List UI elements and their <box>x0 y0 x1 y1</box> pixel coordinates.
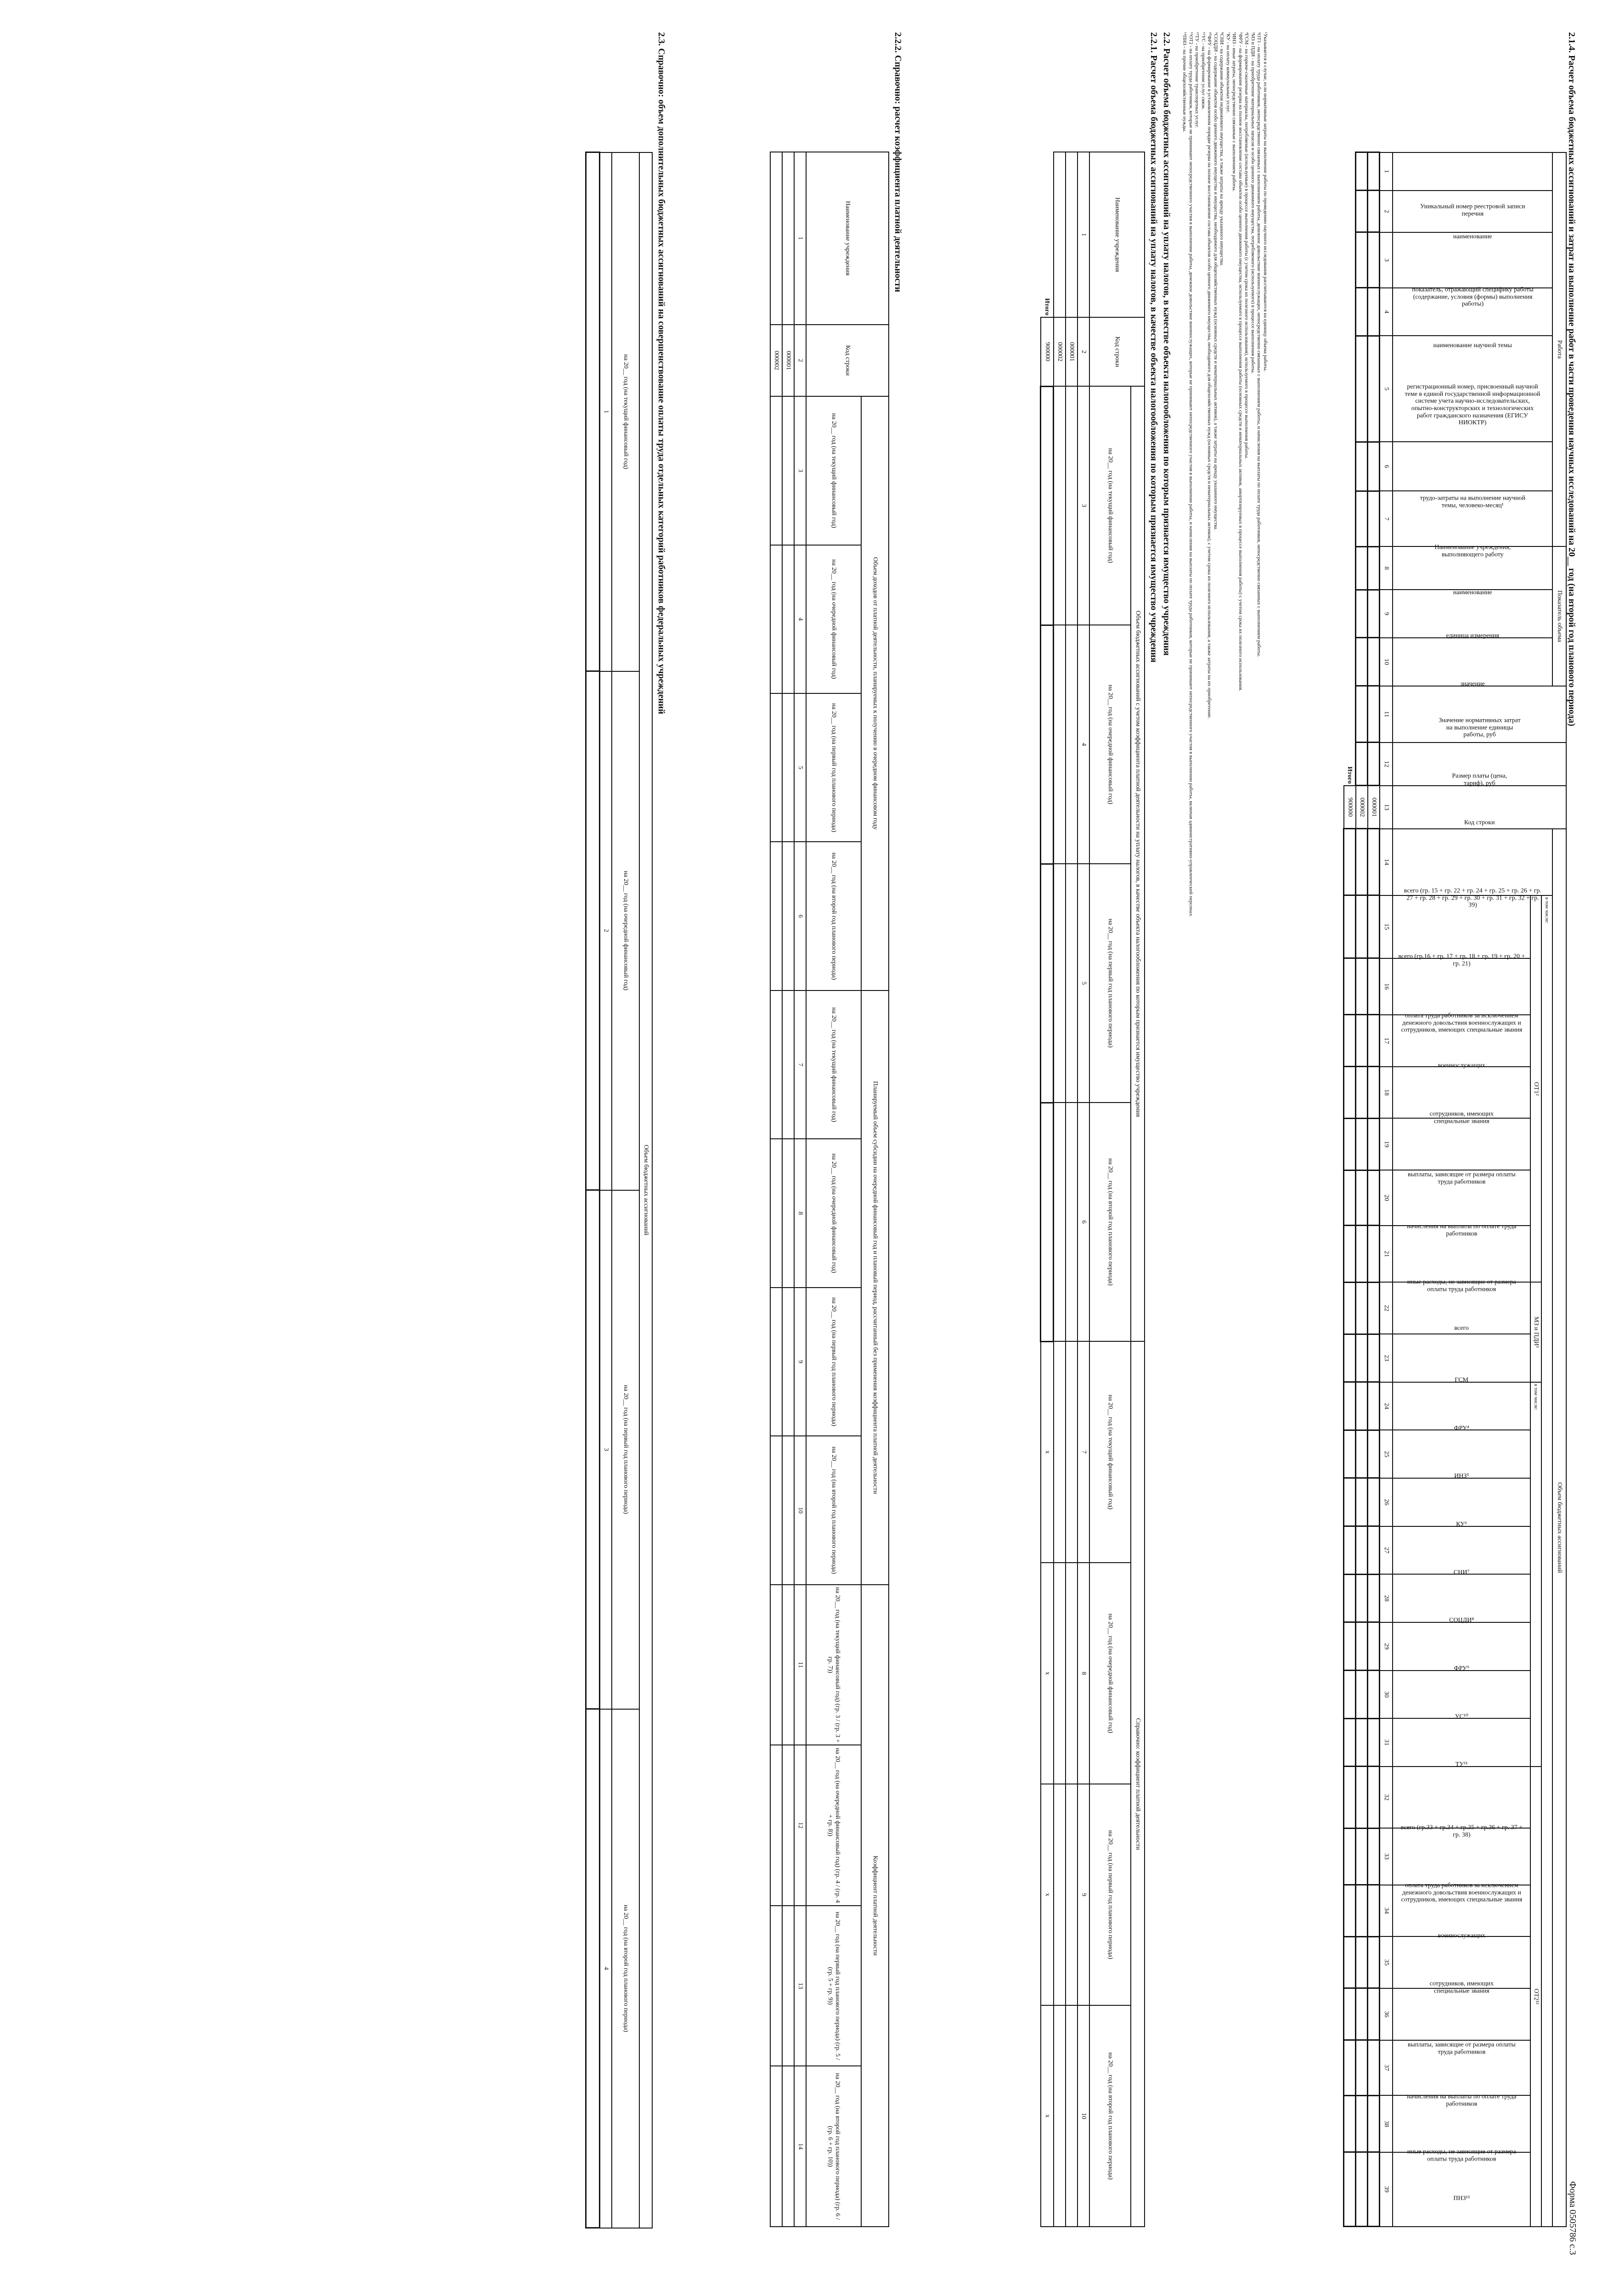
total-code: 900000 <box>1344 786 1356 829</box>
col-num: 14 <box>1380 829 1393 895</box>
row-code: 000001 <box>1066 317 1078 386</box>
footnote: ¹¹УС - на приобретение услуг связи. <box>1201 32 1206 110</box>
col-h14: всего (гр. 15 + гр. 22 + гр. 24 + гр. 25 + гр. 26 + гр. 27 + гр. 28 + гр. 29 + гр. 30 + гр. 31 + гр. 32 + гр. 39) <box>1404 887 1541 909</box>
col-num: 16 <box>1380 958 1393 1015</box>
col-num: 19 <box>1380 1118 1393 1170</box>
grp-tax: Объем бюджетных ассигнований с учетом коэффициента платной деятельности на уплату налогов, в качестве объекта налогообложения по которым признается имущество учреждения <box>1131 386 1145 1341</box>
column-number-row <box>794 152 806 2227</box>
col-num: 17 <box>1380 1015 1393 1067</box>
col-num: 18 <box>1380 1067 1393 1119</box>
section-2-1-4-title: 2.1.4. Расчет объема бюджетных ассигнований и затрат на выполнение работ в части проведения научных исследований на 20__ год (на второй год планового периода) <box>1567 32 1577 726</box>
col-h16: оплата труда работников за исключением денежного довольствия военнослужащих и сотрудников, имеющих специальные звания <box>1401 1012 1522 1034</box>
x-mark: х <box>1041 2005 1054 2227</box>
col-num: 29 <box>1380 1622 1393 1671</box>
col-num: 6 <box>1380 442 1393 491</box>
col-num: 6 <box>794 842 806 990</box>
col-num: 7 <box>794 990 806 1139</box>
col-num: 4 <box>600 1709 612 2228</box>
table-row <box>1356 152 1368 2227</box>
col-h8: наименование <box>1453 589 1492 597</box>
grp-ref: Справочно: коэффициент платной деятельности <box>1131 1341 1145 2227</box>
col-year: на 20__ год (на текущий финансовый год) <box>806 396 861 545</box>
col-year: на 20__ год (на второй год планового периода) <box>612 1709 639 2228</box>
col-num: 11 <box>794 1585 806 1745</box>
col-h35: сотрудников, имеющих специальные звания <box>1429 1980 1494 1995</box>
table-row <box>1368 152 1380 2227</box>
x-mark: х <box>1041 1784 1054 2005</box>
table-2-2-2 <box>770 152 889 2227</box>
total-label: Итого <box>1346 766 1354 784</box>
col-h19: выплаты, зависящие от размера оплаты труда работников <box>1407 1171 1516 1186</box>
col-h38: иные расходы, не зависящие от размера оплаты труда работников <box>1407 2148 1516 2163</box>
col-num: 21 <box>1380 1226 1393 1282</box>
footnote: ¹⁰ФРУ - на формирование в установленном порядке резерва на полное восстановление состава объектов особо ценного движимого имущества, необходимого для общехозяйственных нужд (основных средств и нематериальных активов), с учетом срока их полезного использования, а также затраты на их приобретение. <box>1207 32 1213 719</box>
table-2-1-4 <box>1343 152 1567 2227</box>
col-coef: на 20__ год (на очередной финансовый год) (гр. 4 / (гр. 4 + гр. 8)) <box>806 1745 861 1906</box>
footnote: ¹⁴ПНЗ - на прочие общехозяйственные нужды. <box>1182 32 1188 133</box>
col-num: 39 <box>1380 2152 1393 2227</box>
col-year: на 20__ год (на текущий финансовый год) <box>806 990 861 1139</box>
total-row <box>1041 152 1054 2227</box>
col-code: Код строки <box>806 325 889 397</box>
col-num: 2 <box>1380 191 1393 232</box>
col-h37: начисления на выплаты по оплате труда работников <box>1406 2093 1517 2107</box>
col-num: 1 <box>1380 152 1393 191</box>
column-number-row <box>600 152 612 2228</box>
col-h22: всего <box>1454 1325 1469 1332</box>
col-h11: Значение нормативных затрат на выполнение единицы работы, руб <box>1438 716 1521 738</box>
row-code: 000002 <box>1054 317 1066 386</box>
col-num: 12 <box>1380 743 1393 786</box>
col-h18: сотрудников, имеющих специальные звания <box>1429 1110 1494 1125</box>
col-num: 8 <box>1078 1563 1089 1784</box>
grp-subsidy: Планируемый объем субсидии на очередной финансовый год и плановый период, рассчитанный без применения коэффициента платной деятельности <box>861 990 889 1585</box>
grp-budget: Объем бюджетных ассигнований <box>1552 829 1566 2227</box>
col-num: 5 <box>794 693 806 842</box>
col-h10: значение <box>1460 680 1485 687</box>
mz-group: МЗ и ПДИ³ <box>1530 1282 1541 1382</box>
col-num: 13 <box>1380 786 1393 829</box>
footnote: ⁸СНИ - на содержание объектов недвижимого имущества, а также затраты на аренду указанного имущества. <box>1219 32 1225 266</box>
col-year: на 20__ год (на первый год планового периода) <box>1089 1784 1131 2005</box>
col-h23: ГСМ <box>1455 1377 1468 1384</box>
col-h30: УС¹⁰ <box>1455 1713 1468 1720</box>
col-h3: показатель, отражающий специфику работы (содержание, условия (формы) выполнения работы) <box>1411 286 1534 308</box>
col-coef: на 20__ год (на второй год планового периода) (гр. 6 / (гр. 6 + гр. 10)) <box>806 2066 861 2227</box>
col-num: 26 <box>1380 1478 1393 1526</box>
incl2-label: в том числе: <box>1530 1382 1541 1767</box>
col-h21: иные расходы, не зависящие от размера оплаты труда работников <box>1407 1278 1516 1293</box>
col-num: 5 <box>1078 864 1089 1103</box>
col-h28: СОЦДИ⁸ <box>1449 1617 1474 1624</box>
col-year: на 20__ год (на очередной финансовый год) <box>806 1139 861 1287</box>
col-num: 1 <box>794 152 806 325</box>
col-num: 20 <box>1380 1170 1393 1226</box>
col-year: на 20__ год (на первый год планового периода) <box>806 693 861 842</box>
footnote: ¹³ОТ2 - на оплату труда работников, которые не принимают непосредственного участия в выполнении работы, денежное довольствие военнослужащих, которые не принимают непосредственного участия в выполнении работы, и начисления на выплаты по оплате труда работников, которые не принимают непосредственного участия в выполнении работы, включая административно-управленческий персонал. <box>1188 32 1194 917</box>
table-2-2-1 <box>1040 152 1145 2227</box>
col-num: 14 <box>794 2066 806 2227</box>
col-num: 32 <box>1380 1767 1393 1828</box>
col-h26: КУ⁶ <box>1456 1521 1467 1528</box>
total-row <box>1344 152 1356 2227</box>
col-num: 37 <box>1380 2040 1393 2096</box>
section-2-2-title: 2.2. Расчет объема бюджетных ассигнований на уплату налогов, в качестве объекта налогообложения по которым признается имущество учреждения <box>1162 32 1172 656</box>
col-num: 8 <box>1380 546 1393 590</box>
col-year: на 20__ год (на текущий финансовый год) <box>1089 386 1131 625</box>
footnote: ⁵ФРУ - на формирование резерва на полное восстановление состава объектов особо ценного движимого имущества, используемого в процессе выполнения работы (основных средств и нематериальных активов, амортизируемых в процессе выполнения работы) с учетом срока их полезного использования. <box>1238 32 1243 692</box>
col-num: 24 <box>1380 1382 1393 1430</box>
footnote: ¹Указывается в случае, если нормативные затраты на выполнение работы по проведению научного исследования рассчитываются на единицу объема работы. <box>1263 32 1268 372</box>
col-num: 33 <box>1380 1828 1393 1885</box>
col-coef: на 20__ год (на первый год планового периода) (гр. 5 / (гр. 5 + гр. 9)) <box>806 1906 861 2066</box>
col-h5: регистрационный номер, присвоенный научной теме в единой государственной информационной системе учета научно-исследовательских, опытно-конструкторских и технологических работ гражданского назначения (ЕГИСУ НИОКТР) <box>1405 383 1540 427</box>
col-h1: Уникальный номер реестровой записи перечня <box>1420 203 1525 217</box>
col-num: 1 <box>1078 152 1089 317</box>
col-h15: всего (гр.16 + гр. 17 + гр. 18 + гр. 19 + гр. 20 + гр. 21) <box>1398 953 1525 967</box>
col-num: 3 <box>1078 386 1089 625</box>
col-h7: Наименование учреждения, выполняющего работу <box>1434 544 1511 558</box>
col-num: 7 <box>1078 1341 1089 1563</box>
col-h36: выплаты, зависящие от размера оплаты труда работников <box>1407 2041 1516 2055</box>
col-h34: военнослужащих <box>1438 1932 1485 1939</box>
col-num: 2 <box>1078 317 1089 386</box>
footnote: ⁹СОЦДИ - на содержание объектов особо ценного движимого имущества и имущества, необходимого для общехозяйственных нужд (основных средств и нематериальных активов), а также затраты на аренду указанного имущества. <box>1213 32 1219 530</box>
column-number-row <box>1078 152 1089 2227</box>
col-h13: Код строки <box>1464 819 1495 827</box>
grp-work: Работа <box>1552 152 1566 547</box>
column-number-row <box>1380 152 1393 2227</box>
col-num: 8 <box>794 1139 806 1287</box>
col-num: 15 <box>1380 895 1393 958</box>
col-num: 9 <box>1078 1784 1089 2005</box>
section-2-2-1-title: 2.2.1. Расчет объема бюджетных ассигнований на уплату налогов, в качестве объекта налогообложения по которым признается имущество учреждения <box>1149 32 1159 663</box>
col-num: 25 <box>1380 1430 1393 1478</box>
incl-label: в том числе: <box>1541 895 1552 2227</box>
total-code: 900000 <box>1041 317 1054 386</box>
col-h33: оплата труда работников за исключением денежного довольствия военнослужащих и сотрудников, имеющих специальные звания <box>1401 1882 1522 1903</box>
table-row <box>782 152 794 2227</box>
col-num: 7 <box>1380 491 1393 546</box>
table-2-3 <box>586 152 653 2228</box>
col-year: на 20__ год (на второй год планового периода) <box>1089 2005 1131 2227</box>
x-mark: х <box>1041 1563 1054 1784</box>
col-num: 31 <box>1380 1718 1393 1767</box>
col-h27: СНИ⁷ <box>1453 1569 1470 1576</box>
x-mark: х <box>1041 1341 1054 1563</box>
col-num: 2 <box>600 671 612 1190</box>
col-h24: ФРУ⁴ <box>1454 1424 1469 1432</box>
col-num: 10 <box>794 1436 806 1585</box>
col-h2: наименование <box>1453 233 1492 240</box>
col-num: 10 <box>1380 638 1393 686</box>
col-num: 1 <box>600 152 612 671</box>
footnote: ¹²ТУ - на приобретение транспортных услуг. <box>1194 32 1200 128</box>
row-code: 000002 <box>770 325 782 397</box>
col-year: на 20__ год (на очередной финансовый год) <box>806 545 861 693</box>
col-h4: наименование научной темы <box>1433 342 1512 349</box>
col-h31: ТУ¹¹ <box>1455 1761 1468 1768</box>
col-num: 35 <box>1380 1936 1393 1988</box>
col-h17: военнослужащих <box>1438 1062 1485 1069</box>
table-row <box>770 152 782 2227</box>
row-code: 000001 <box>1368 786 1380 829</box>
footnote: ⁷КУ - на оплату коммунальных услуг. <box>1225 32 1231 113</box>
col-num: 3 <box>1380 232 1393 288</box>
col-h25: ИНЗ⁵ <box>1454 1473 1469 1480</box>
table-row <box>1066 152 1078 2227</box>
col-num: 5 <box>1380 336 1393 442</box>
col-h32: всего (гр.33 + гр.34 + гр.35 + гр.36 + гр. 37 + гр. 38) <box>1400 1824 1523 1838</box>
col-num: 30 <box>1380 1671 1393 1719</box>
total-label: Итого <box>1044 298 1051 315</box>
col-num: 28 <box>1380 1574 1393 1622</box>
col-num: 3 <box>600 1190 612 1709</box>
footnote: ⁶ИНЗ - иные затраты, непосредственно связанные с выполнением работы. <box>1231 32 1237 192</box>
col-num: 13 <box>794 1906 806 2066</box>
col-h12: Размер платы (цена, тариф), руб <box>1452 772 1507 787</box>
col-year: на 20__ год (на второй год планового периода) <box>806 842 861 990</box>
col-year: на 20__ год (на текущий финансовый год) <box>1089 1341 1131 1563</box>
col-code: Код строки <box>1089 317 1145 386</box>
col-name: Наименование учреждения <box>1089 152 1145 317</box>
col-h20: начисления на выплаты по оплате труда работников <box>1406 1223 1517 1238</box>
col-num: 12 <box>794 1745 806 1906</box>
col-h6: трудо-затраты на выполнение научной темы, человеко-месяц¹ <box>1420 495 1525 509</box>
row-code: 000002 <box>1356 786 1368 829</box>
table-row <box>586 152 600 2228</box>
col-year: на 20__ год (на второй год планового периода) <box>806 1436 861 1585</box>
col-h39: ПНЗ¹³ <box>1453 2195 1470 2202</box>
col-num: 36 <box>1380 1988 1393 2040</box>
col-h29: ФРУ⁹ <box>1454 1665 1469 1672</box>
col-name: Наименование учреждения <box>806 152 889 325</box>
col-year: на 20__ год (на первый год планового периода) <box>806 1288 861 1436</box>
col-num: 4 <box>794 545 806 693</box>
table-row <box>1054 152 1066 2227</box>
footnote: ⁴ГСМ - на горюче-смазочные материалы, потребляемые (используемые) в процессе выполнения работы (с учетом срока их полезного использования), используемого в процессе выполнения работы. <box>1244 32 1250 459</box>
col-num: 4 <box>1078 625 1089 864</box>
col-year: на 20__ год (на очередной финансовый год) <box>1089 625 1131 864</box>
footnote: ³МЗ и ПДИ - на приобретение материальных запасов и особо ценного движимого имущества, потребляемого (используемого) в процессе выполнения работы. <box>1250 32 1256 374</box>
row-code: 000001 <box>782 325 794 397</box>
grp-budget-23: Объем бюджетных ассигнований <box>639 152 652 2228</box>
form-page <box>14 23 1585 2287</box>
col-num: 4 <box>1380 288 1393 336</box>
col-num: 27 <box>1380 1526 1393 1575</box>
col-num: 34 <box>1380 1885 1393 1937</box>
col-num: 10 <box>1078 2005 1089 2227</box>
col-year: на 20__ год (на первый год планового периода) <box>1089 864 1131 1103</box>
col-num: 9 <box>794 1288 806 1436</box>
col-num: 11 <box>1380 686 1393 743</box>
footnotes <box>1181 32 1268 2190</box>
col-num: 38 <box>1380 2095 1393 2152</box>
col-coef: на 20__ год (на текущий финансовый год) (гр. 3 / (гр. 3 + гр. 7)) <box>806 1585 861 1745</box>
grp-volume: Показатель объема <box>1552 546 1566 686</box>
col-num: 22 <box>1380 1282 1393 1334</box>
ot1-group: ОТ1² <box>1530 895 1541 1283</box>
ot2-group: ОТ2¹² <box>1530 1767 1541 2227</box>
col-num: 6 <box>1078 1103 1089 1341</box>
col-year: на 20__ год (на очередной финансовый год) <box>1089 1563 1131 1784</box>
form-id: Форма 0505786 с.3 <box>1568 2181 1578 2255</box>
footnote: ²ОТ1 - на оплату труда работников, непосредственно связанных с выполнением работы, денежное довольствие военнослужащих, непосредственно связанных с выполнением работы, и начисления на выплаты по оплате труда работников, непосредственно связанных с выполнением работы. <box>1256 32 1262 657</box>
col-year: на 20__ год (на первый год планового периода) <box>612 1190 639 1709</box>
grp-income: Объем доходов от платной деятельности, планируемых к получению в очередном финансовом году <box>861 396 889 990</box>
col-year: на 20__ год (на текущий финансовый год) <box>612 152 639 671</box>
section-2-3-title: 2.3. Справочно: объем дополнительных бюджетных ассигнований на совершенствование оплаты труда отдельных категорий работников федеральных учреждений <box>656 32 666 715</box>
col-num: 9 <box>1380 590 1393 638</box>
col-num: 3 <box>794 396 806 545</box>
grp-coef: Коэффициент платной деятельности <box>861 1585 889 2227</box>
col-year: на 20__ год (на второй год планового периода) <box>1089 1103 1131 1341</box>
col-num: 2 <box>794 325 806 397</box>
col-num: 23 <box>1380 1334 1393 1382</box>
section-2-2-2-title: 2.2.2. Справочно: расчет коэффициента платной деятельности <box>893 32 903 293</box>
col-h9: единица измерения <box>1446 632 1499 640</box>
col-year: на 20__ год (на очередной финансовый год) <box>612 671 639 1190</box>
